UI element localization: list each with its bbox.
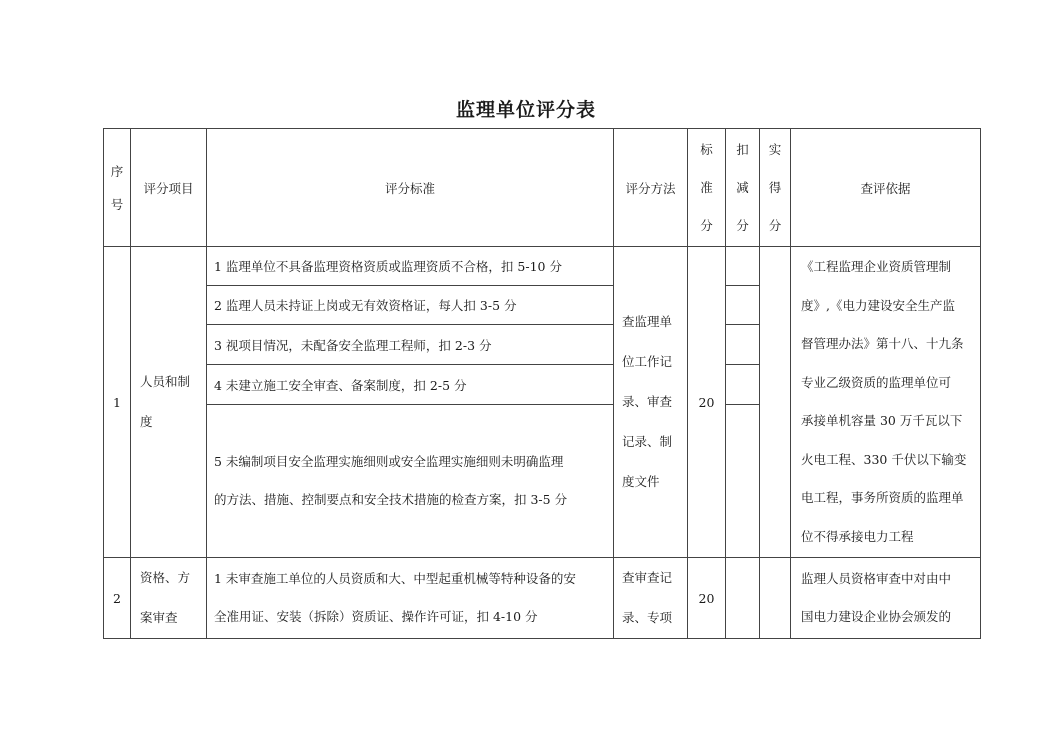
row-basis-line: 专业乙级资质的监理单位可 [801,374,952,390]
header-standard-char: 分 [700,217,713,233]
deduct-cell [726,247,760,286]
header-actual [760,129,791,247]
criteria-5 [207,405,614,558]
header-method: 评分方法 [614,129,688,247]
criteria-1 [207,558,614,639]
criteria-3: 3 视项目情况，未配备安全监理工程师，扣 2-3 分 [207,325,614,365]
row-method-line: 度文件 [622,474,660,489]
row-basis-line: 承接单机容量 30 万千瓦以下 [801,413,963,428]
row-item [131,558,207,639]
row-basis-line: 监理人员资格审查中对由中 [801,570,952,586]
header-seq-char: 号 [110,196,124,212]
table-row [104,558,981,639]
criteria-line: 1 未审查施工单位的人员资质和大、中型起重机械等特种设备的安 [214,571,576,586]
row-method-line: 录、审查 [622,394,673,409]
row-seq: 2 [104,558,131,639]
row-standard: 20 [688,247,726,558]
row-basis-line: 电工程，事务所资质的监理单 [801,490,964,505]
header-standard-char: 标 [700,141,713,157]
row-method-line: 位工作记 [622,354,673,369]
header-actual-char: 分 [768,217,782,233]
row-basis-line: 《工程监理企业资质管理制 [801,259,952,274]
page-title: 监理单位评分表 [455,99,596,121]
criteria-5-line: 的方法、措施、控制要点和安全技术措施的检查方案，扣 3-5 分 [214,492,568,507]
criteria-1: 1 监理单位不具备监理资格资质或监理资质不合格，扣 5-10 分 [207,247,614,286]
table-row [104,247,981,286]
criteria-2: 2 监理人员未持证上岗或无有效资格证，每人扣 3-5 分 [207,286,614,325]
row-method-line: 记录、制 [622,434,673,449]
header-deduct-char: 扣 [736,141,749,157]
row-basis [791,247,981,558]
header-basis: 查评依据 [791,129,981,247]
header-criteria: 评分标准 [207,129,614,247]
criteria-line: 全准用证、安装（拆除）资质证、操作许可证，扣 4-10 分 [214,609,538,624]
row-standard: 20 [688,558,726,639]
header-standard-char: 准 [700,179,713,195]
header-standard [688,129,726,247]
criteria-5-line: 5 未编制项目安全监理实施细则或安全监理实施细则未明确监理 [214,454,564,469]
deduct-cell [726,286,760,325]
row-item-line: 人员和制 [140,374,191,389]
actual-cell [760,558,791,639]
row-item-line: 度 [140,414,153,429]
row-item-line: 资格、方 [140,570,191,585]
deduct-cell [726,325,760,365]
header-deduct-char: 分 [736,217,749,233]
row-basis-line: 位不得承接电力工程 [801,528,914,544]
header-deduct [726,129,760,247]
row-basis-line: 督管理办法》第十八、十九条 [801,336,964,351]
deduct-cell [726,558,760,639]
deduct-cell [726,365,760,405]
score-table [103,128,981,639]
row-item [131,247,207,558]
criteria-4: 4 未建立施工安全审查、备案制度，扣 2-5 分 [207,365,614,405]
row-method [614,558,688,639]
row-basis-line: 国电力建设企业协会颁发的 [801,609,952,624]
row-method-line: 查监理单 [622,314,673,329]
actual-cell [760,247,791,558]
row-item-line: 案审查 [140,610,178,625]
row-method [614,247,688,558]
header-actual-char: 实 [768,141,782,157]
row-basis-line: 火电工程、330 千伏以下输变 [801,451,967,467]
row-basis [791,558,981,639]
row-method-line: 录、专项 [622,610,673,625]
row-seq: 1 [104,247,131,558]
header-deduct-char: 减 [736,179,749,195]
header-item: 评分项目 [131,129,207,247]
row-method-line: 查审查记 [622,570,673,585]
header-actual-char: 得 [768,179,782,195]
row-basis-line: 度》,《电力建设安全生产监 [801,297,955,313]
header-row [104,129,981,247]
header-seq-char: 序 [110,163,124,179]
header-seq [104,129,131,247]
deduct-cell [726,405,760,558]
